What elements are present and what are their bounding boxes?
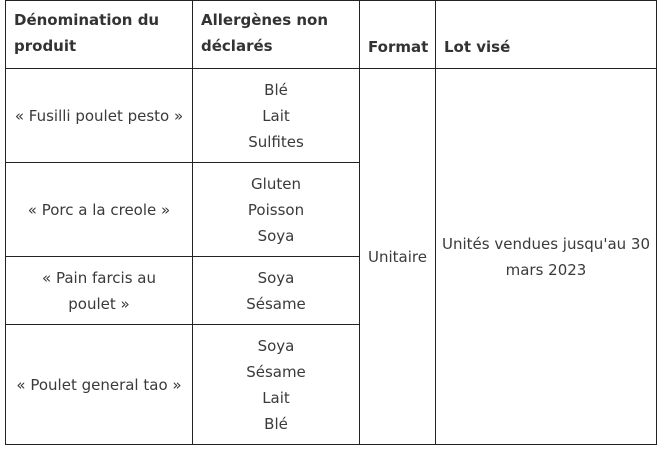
allergens-cell <box>193 325 360 445</box>
allergen-item: Sésame <box>246 294 306 313</box>
header-format: Format <box>360 1 436 69</box>
allergens-cell <box>193 69 360 163</box>
allergen-item: Blé <box>264 414 288 433</box>
allergen-item: Poisson <box>247 200 305 219</box>
allergen-item: Lait <box>262 106 290 125</box>
product-cell: « Fusilli poulet pesto » <box>6 69 193 163</box>
product-cell: « Porc a la creole » <box>6 163 193 257</box>
allergens-cell <box>193 163 360 257</box>
format-cell: Unitaire <box>360 69 436 445</box>
allergen-item: Soya <box>257 268 295 287</box>
allergen-item: Sésame <box>246 362 306 381</box>
product-cell: « Poulet general tao » <box>6 325 193 445</box>
lot-cell: Unités vendues jusqu'au 30 mars 2023 <box>436 69 657 445</box>
allergen-item: Gluten <box>251 174 301 193</box>
allergen-item: Lait <box>262 388 290 407</box>
allergens-cell <box>193 257 360 325</box>
recall-table <box>5 0 657 445</box>
header-row <box>6 1 657 69</box>
allergen-item: Blé <box>264 80 288 99</box>
allergen-item: Soya <box>257 226 295 245</box>
header-product: Dénomination du produit <box>6 1 193 69</box>
header-allergens: Allergènes non déclarés <box>193 1 360 69</box>
allergen-item: Sulfites <box>248 132 304 151</box>
header-lot: Lot visé <box>436 1 657 69</box>
table-row <box>6 69 657 163</box>
allergen-item: Soya <box>257 336 295 355</box>
product-cell: « Pain farcis au poulet » <box>6 257 193 325</box>
